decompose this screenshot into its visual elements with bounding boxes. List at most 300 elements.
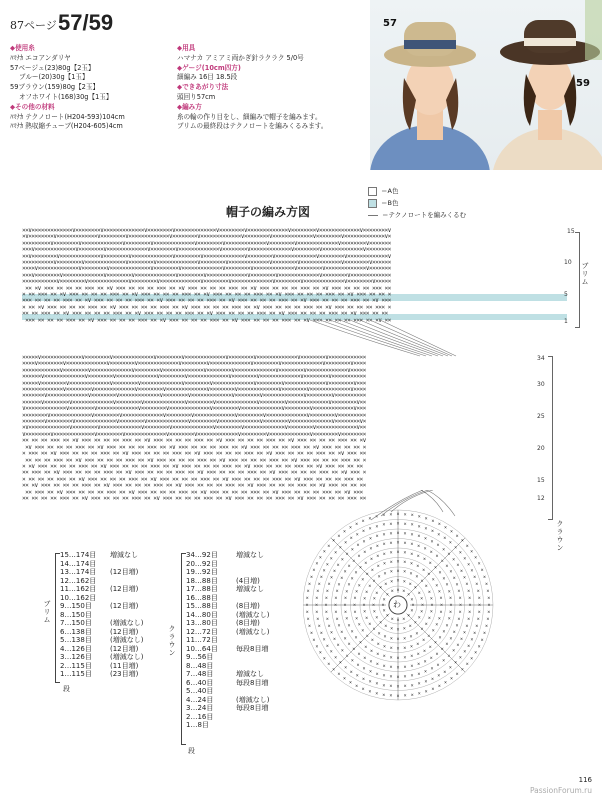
- tools-block: [177, 44, 367, 132]
- svg-text:×: ×: [337, 671, 341, 678]
- svg-text:×: ×: [437, 589, 441, 596]
- svg-text:×: ×: [315, 643, 319, 650]
- svg-text:×: ×: [423, 658, 427, 665]
- howto-line-1: 糸の輪の作り目をし、細編みで帽子を編みます。: [177, 112, 322, 121]
- svg-text:×: ×: [403, 664, 407, 671]
- svg-text:×: ×: [383, 571, 387, 578]
- svg-text:×: ×: [417, 590, 421, 597]
- svg-text:×: ×: [368, 621, 372, 628]
- svg-text:×: ×: [385, 591, 389, 598]
- svg-text:×: ×: [384, 623, 388, 630]
- svg-text:×: ×: [365, 615, 369, 622]
- svg-text:×: ×: [416, 651, 420, 658]
- svg-text:×: ×: [431, 628, 435, 635]
- svg-text:×: ×: [349, 535, 353, 542]
- svg-text:×: ×: [445, 563, 449, 570]
- tools-title: ◆用具: [177, 44, 196, 52]
- svg-text:×: ×: [333, 636, 337, 643]
- svg-text:×: ×: [417, 543, 421, 550]
- svg-text:×: ×: [364, 560, 368, 567]
- svg-text:×: ×: [335, 616, 339, 623]
- svg-text:×: ×: [324, 595, 328, 602]
- svg-text:×: ×: [361, 686, 365, 693]
- svg-text:×: ×: [410, 522, 414, 529]
- svg-text:×: ×: [375, 671, 379, 678]
- page-reference: 87ページ: [10, 19, 57, 32]
- svg-text:×: ×: [431, 576, 435, 583]
- crown-circle-diagram: [303, 490, 543, 730]
- svg-text:×: ×: [384, 581, 388, 588]
- svg-text:×: ×: [428, 644, 432, 651]
- svg-text:×: ×: [458, 595, 462, 602]
- svg-text:×: ×: [403, 569, 407, 576]
- svg-text:×: ×: [416, 641, 420, 648]
- yarn-57: 57ベージュ(23)80g【2玉】: [10, 63, 95, 72]
- svg-text:×: ×: [442, 658, 446, 665]
- svg-text:×: ×: [467, 616, 471, 623]
- svg-text:×: ×: [372, 626, 376, 633]
- pattern-number: 57/59: [58, 10, 114, 35]
- svg-text:×: ×: [421, 602, 425, 609]
- svg-text:×: ×: [334, 602, 338, 609]
- svg-text:×: ×: [452, 556, 456, 563]
- svg-text:×: ×: [463, 574, 467, 581]
- svg-text:×: ×: [442, 629, 446, 635]
- svg-text:×: ×: [467, 588, 471, 595]
- svg-text:×: ×: [396, 684, 400, 690]
- svg-text:×: ×: [376, 641, 380, 648]
- svg-text:×: ×: [478, 602, 482, 609]
- svg-text:×: ×: [445, 582, 449, 589]
- svg-text:×: ×: [449, 602, 453, 609]
- svg-text:×: ×: [350, 546, 354, 553]
- svg-text:×: ×: [436, 662, 440, 669]
- svg-text:×: ×: [437, 615, 441, 622]
- svg-text:×: ×: [389, 655, 393, 662]
- svg-text:×: ×: [396, 627, 400, 633]
- svg-text:×: ×: [335, 588, 339, 595]
- svg-text:×: ×: [470, 568, 474, 575]
- svg-text:×: ×: [417, 661, 421, 668]
- svg-text:×: ×: [474, 554, 478, 561]
- svg-text:×: ×: [452, 648, 456, 655]
- svg-text:×: ×: [334, 550, 338, 557]
- brim-side-label: ブリム: [581, 262, 589, 286]
- svg-text:×: ×: [465, 661, 469, 668]
- svg-text:×: ×: [363, 609, 367, 616]
- crown-row-12: 12: [537, 495, 545, 502]
- svg-text:×: ×: [427, 633, 431, 640]
- size-value: 頭回り57cm: [177, 92, 216, 101]
- brim-row-5: 5: [564, 291, 568, 298]
- svg-text:×: ×: [458, 654, 462, 661]
- svg-text:×: ×: [389, 635, 393, 642]
- svg-text:×: ×: [402, 616, 406, 623]
- svg-text:×: ×: [439, 595, 443, 602]
- svg-text:×: ×: [382, 692, 386, 699]
- svg-text:×: ×: [454, 660, 458, 667]
- svg-text:×: ×: [460, 666, 464, 673]
- svg-text:×: ×: [409, 633, 413, 640]
- svg-text:×: ×: [383, 633, 387, 640]
- svg-text:×: ×: [437, 673, 441, 680]
- svg-text:×: ×: [420, 596, 424, 603]
- svg-text:×: ×: [465, 543, 469, 550]
- svg-text:×: ×: [318, 554, 322, 561]
- svg-text:×: ×: [370, 567, 374, 574]
- svg-text:×: ×: [437, 521, 441, 528]
- svg-text:×: ×: [349, 669, 353, 676]
- svg-text:×: ×: [456, 642, 460, 649]
- brim-row-10: 10: [564, 259, 572, 266]
- svg-text:×: ×: [396, 511, 400, 518]
- svg-text:×: ×: [424, 669, 428, 676]
- svg-text:×: ×: [455, 623, 459, 630]
- svg-text:×: ×: [390, 626, 394, 633]
- svg-text:×: ×: [348, 680, 352, 687]
- svg-text:×: ×: [430, 528, 434, 535]
- svg-text:×: ×: [362, 602, 366, 609]
- svg-text:×: ×: [361, 518, 365, 525]
- svg-text:×: ×: [440, 646, 444, 653]
- svg-text:×: ×: [308, 581, 312, 588]
- svg-text:×: ×: [452, 629, 456, 636]
- svg-text:×: ×: [477, 609, 481, 616]
- svg-text:×: ×: [383, 643, 387, 650]
- svg-text:×: ×: [417, 514, 421, 521]
- svg-text:×: ×: [463, 630, 467, 637]
- legend-c-label: ＝テクノロートを編みくるむ: [382, 211, 467, 219]
- svg-text:×: ×: [382, 596, 386, 603]
- svg-text:×: ×: [430, 539, 434, 546]
- svg-text:×: ×: [437, 683, 441, 690]
- svg-text:×: ×: [440, 602, 444, 609]
- svg-text:×: ×: [379, 619, 383, 626]
- svg-text:×: ×: [343, 676, 347, 683]
- svg-text:×: ×: [383, 561, 387, 568]
- svg-text:×: ×: [468, 602, 472, 609]
- svg-text:×: ×: [354, 634, 358, 641]
- svg-text:×: ×: [403, 645, 407, 652]
- brim-side-bracket: [575, 232, 580, 328]
- svg-text:×: ×: [361, 576, 365, 583]
- svg-text:×: ×: [427, 571, 431, 578]
- brim-stitch-table: 15…174目 14…174目 13…174目 12…162目 11…162目 10…162目 9…150目 8…150目 7…150目 6…138目 5…138目 4…126目 3…126目 2…115目 1…115目: [60, 551, 97, 678]
- svg-text:×: ×: [389, 530, 393, 537]
- svg-text:×: ×: [340, 648, 344, 655]
- svg-text:×: ×: [305, 595, 309, 602]
- svg-text:×: ×: [403, 674, 407, 681]
- svg-text:×: ×: [410, 653, 414, 660]
- svg-text:×: ×: [361, 628, 365, 635]
- svg-text:×: ×: [480, 637, 484, 644]
- brim-stitch-grid: ××∨×××××××××××××∨××××××××∨×××××××××××××∨××××××××∨×××××××××××××∨××××××××∨×××××××××××××∨××××××××∨×××××××××××××∨××××××××∨ ×∨××××××××∨×××××××××××××∨××××××××∨×××××××××××××∨××××××××∨×××××××××××××∨××××××××∨×××××××××××××∨××××××××∨×××××××××××××∨× ×××××××××∨××××××××∨×××××××××××××∨××××××××∨×××××××××××××∨××××××××∨×××××××××××××∨××××××××∨×××××××××××××∨××××××××∨××××××× ×××∨×××××××××××××∨××××××××∨×××××××××××××∨××××××××∨×××××××××××××∨××××××××∨×××××××××××××∨××××××××∨×××××××××××××∨×××××××× ××∨××××××××∨×××××××××××××∨××××××××∨×××××××××××××∨××××××××∨×××××××××××××∨××××××××∨×××××××××××××∨××××××××∨×××××××××××××∨ ××××××××××∨××××××××∨×××××××××××××∨××××××××∨×××××××××××××∨××××××××∨×××××××××××××∨××××××××∨×××××××××××××∨××××××××∨×××××× ××××∨×××××××××××××∨××××××××∨×××××××××××××∨××××××××∨×××××××××××××∨××××××××∨×××××××××××××∨××××××××∨×××××××××××××∨××××××× ×××∨××××××××∨×××××××××××××∨××××××××∨×××××××××××××∨××××××××∨×××××××××××××∨××××××××∨×××××××××××××∨××××××××∨××××××××××××× ×××××××××××∨××××××××∨×××××××××××××∨××××××××∨×××××××××××××∨××××××××∨×××××××××××××∨××××××××∨×××××××××××××∨××××××××∨××××× ×× ×∨ ××× ×× ×× ×× ××× ×× ×∨ ××× ×× ×× ×× ××× ×× ×∨ ××× ×× ×× ×× ××× ×× ×∨ ××× ×× ×× ×× ××× ×× ×∨ ××× ×× ×× ×× ××× ×× × ×× ××× ×× ×∨ ××× ×× ×× ×× ××× ×× ×∨ ××× ×× ×× ×× ××× ×× ×∨ ××× ×× ×× ×× ××× ×× ×∨ ××× ×× ×× ×× ××× ×× ×∨ ××× ×× ×× × ××× ×× ×× ×× ××× ×× ×∨ ××× ×× ×× ×× ××× ×× ×∨ ××× ×× ×× ×× ××× ×× ×∨ ××× ×× ×× ×× ××× ×× ×∨ ××× ×× ×× ×× ××× ×× ×∨ ××× × ×× ×∨ ××× ×× ×× ×× ××× ×× ×∨ ××× ×× ×× ×× ××× ×× ×∨ ××× ×× ×× ×× ××× ×× ×∨ ××× ×× ×× ×× ××× ×× ×∨ ××× ×× ×× ×× ××× × ×× ×× ××× ×× ×∨ ××× ×× ×× ×× ××× ×× ×∨ ××× ×× ×× ×× ××× ×× ×∨ ××× ×× ×× ×× ××× ×× ×∨ ××× ×× ×× ×× ××× ×× ×∨ ××× ×× ×× ××× ×× ×× ×× ××× ×× ×∨ ××× ×× ×× ×× ××× ×× ×∨ ××× ×× ×× ×× ××× ×× ×∨ ××× ×× ×× ×× ××× ×× ×∨ ××× ×× ×× ×× ××× ×× ×∨ ××: [22, 228, 391, 324]
- svg-text:×: ×: [327, 543, 331, 550]
- svg-text:×: ×: [424, 621, 428, 628]
- svg-text:×: ×: [417, 681, 421, 688]
- svg-text:×: ×: [365, 633, 369, 640]
- svg-text:×: ×: [476, 616, 480, 623]
- svg-text:×: ×: [375, 681, 379, 688]
- svg-text:×: ×: [389, 664, 393, 671]
- svg-text:×: ×: [468, 609, 472, 616]
- svg-text:×: ×: [389, 549, 393, 556]
- svg-text:×: ×: [459, 602, 463, 609]
- svg-text:×: ×: [423, 556, 427, 563]
- svg-text:×: ×: [415, 574, 419, 581]
- svg-text:×: ×: [350, 629, 354, 635]
- svg-text:×: ×: [324, 602, 328, 609]
- svg-text:×: ×: [465, 623, 469, 630]
- svg-text:×: ×: [403, 521, 407, 528]
- svg-text:×: ×: [477, 595, 481, 602]
- brim-stitch-notes: 増減なし (12目増) (12目増) (12目増) (増減なし) (12目増) (増減なし) (12目増) (増減なし) (11目増) (23目増): [110, 551, 144, 678]
- svg-text:×: ×: [340, 556, 344, 563]
- svg-text:×: ×: [396, 587, 400, 594]
- svg-text:×: ×: [315, 595, 319, 602]
- svg-text:×: ×: [417, 614, 421, 621]
- svg-text:×: ×: [445, 622, 449, 629]
- other-material-1: ﾊﾏﾅｶ テクノロート(H204-593)104cm: [10, 112, 125, 121]
- svg-text:×: ×: [424, 535, 428, 542]
- svg-text:×: ×: [318, 650, 322, 657]
- photo-label-59: 59: [576, 78, 590, 89]
- yarn-57-b: ブルー(20)30g【1玉】: [19, 73, 89, 82]
- svg-text:×: ×: [375, 590, 379, 597]
- svg-text:×: ×: [334, 654, 338, 661]
- svg-text:×: ×: [396, 636, 400, 643]
- svg-text:×: ×: [382, 682, 386, 689]
- svg-text:×: ×: [357, 553, 361, 560]
- svg-text:×: ×: [442, 576, 446, 582]
- svg-text:×: ×: [375, 523, 379, 530]
- svg-text:×: ×: [449, 569, 453, 576]
- svg-text:×: ×: [359, 565, 363, 572]
- svg-text:×: ×: [427, 589, 431, 596]
- svg-text:×: ×: [429, 549, 433, 556]
- svg-text:×: ×: [429, 609, 433, 616]
- svg-text:×: ×: [438, 634, 442, 641]
- svg-text:×: ×: [357, 651, 361, 658]
- svg-text:×: ×: [413, 619, 417, 626]
- svg-text:×: ×: [410, 531, 414, 538]
- svg-text:×: ×: [487, 602, 491, 609]
- photo-label-57: 57: [383, 18, 397, 29]
- svg-text:×: ×: [396, 540, 400, 546]
- svg-text:×: ×: [410, 673, 414, 680]
- svg-text:×: ×: [407, 591, 411, 598]
- svg-text:×: ×: [420, 578, 424, 585]
- svg-text:×: ×: [420, 608, 424, 615]
- svg-text:×: ×: [368, 583, 372, 590]
- svg-text:×: ×: [382, 551, 386, 558]
- hat-model-illustration: [370, 0, 602, 170]
- svg-text:×: ×: [429, 595, 433, 602]
- svg-text:×: ×: [356, 542, 360, 549]
- svg-text:×: ×: [327, 581, 331, 588]
- svg-text:×: ×: [467, 643, 471, 650]
- svg-text:×: ×: [409, 571, 413, 578]
- svg-text:×: ×: [389, 674, 393, 681]
- svg-text:×: ×: [372, 578, 376, 585]
- svg-text:×: ×: [403, 655, 407, 662]
- svg-text:×: ×: [433, 639, 437, 646]
- svg-text:×: ×: [403, 559, 407, 566]
- svg-text:×: ×: [423, 648, 427, 655]
- svg-text:×: ×: [396, 521, 400, 527]
- svg-text:×: ×: [352, 558, 356, 565]
- svg-text:×: ×: [370, 648, 374, 655]
- svg-text:×: ×: [403, 635, 407, 642]
- svg-text:×: ×: [345, 616, 349, 623]
- svg-text:×: ×: [410, 608, 414, 615]
- svg-text:×: ×: [382, 663, 386, 670]
- diagram-title: 帽子の編み方図: [226, 205, 311, 219]
- svg-text:×: ×: [353, 609, 357, 616]
- svg-text:×: ×: [389, 521, 393, 528]
- svg-text:×: ×: [430, 602, 434, 609]
- svg-text:×: ×: [449, 635, 453, 642]
- svg-text:×: ×: [355, 589, 359, 596]
- svg-text:×: ×: [368, 535, 372, 542]
- svg-text:×: ×: [324, 609, 328, 616]
- crown-row-25: 25: [537, 413, 545, 420]
- svg-text:×: ×: [376, 563, 380, 570]
- svg-text:×: ×: [429, 655, 433, 662]
- svg-text:×: ×: [410, 551, 414, 558]
- svg-text:×: ×: [315, 561, 319, 568]
- page-number: 116: [578, 776, 592, 784]
- svg-text:×: ×: [396, 665, 400, 671]
- svg-text:×: ×: [456, 562, 460, 569]
- svg-text:×: ×: [457, 616, 461, 623]
- svg-text:×: ×: [382, 531, 386, 538]
- svg-text:×: ×: [424, 689, 428, 696]
- svg-text:×: ×: [381, 602, 385, 609]
- svg-text:×: ×: [355, 531, 359, 538]
- watermark: PassionForum.ru: [529, 786, 592, 795]
- svg-text:×: ×: [359, 639, 363, 646]
- svg-text:×: ×: [337, 581, 341, 588]
- svg-text:×: ×: [402, 626, 406, 633]
- svg-text:×: ×: [368, 679, 372, 686]
- svg-text:×: ×: [355, 521, 359, 528]
- svg-text:×: ×: [375, 514, 379, 521]
- materials-title: ◆使用糸: [10, 44, 35, 52]
- svg-text:×: ×: [420, 626, 424, 633]
- svg-text:×: ×: [369, 546, 373, 553]
- svg-text:×: ×: [332, 538, 336, 545]
- svg-text:×: ×: [362, 539, 366, 546]
- model-photo: [370, 0, 602, 170]
- svg-text:×: ×: [376, 651, 380, 658]
- connector-lines: [300, 318, 460, 358]
- svg-text:×: ×: [382, 512, 386, 519]
- svg-text:×: ×: [435, 582, 439, 589]
- svg-text:×: ×: [438, 570, 442, 577]
- svg-text:×: ×: [417, 671, 421, 678]
- svg-text:×: ×: [362, 676, 366, 683]
- svg-text:×: ×: [389, 645, 393, 652]
- svg-text:×: ×: [447, 551, 451, 558]
- svg-text:×: ×: [487, 595, 491, 602]
- svg-text:×: ×: [428, 560, 432, 567]
- svg-text:×: ×: [457, 588, 461, 595]
- svg-text:×: ×: [424, 583, 428, 590]
- svg-text:×: ×: [336, 562, 340, 569]
- crown-row-30: 30: [537, 381, 545, 388]
- svg-text:×: ×: [325, 588, 329, 595]
- svg-text:×: ×: [427, 615, 431, 622]
- howto-line-2: ブリムの最終段はテクノロートを編みくるみます。: [177, 122, 328, 131]
- svg-text:×: ×: [340, 575, 344, 582]
- svg-text:×: ×: [355, 615, 359, 622]
- legend: [368, 185, 466, 221]
- svg-text:×: ×: [444, 680, 448, 687]
- svg-text:×: ×: [340, 629, 344, 636]
- svg-text:×: ×: [431, 518, 435, 525]
- svg-text:×: ×: [447, 653, 451, 660]
- svg-text:×: ×: [344, 540, 348, 547]
- svg-text:×: ×: [354, 570, 358, 577]
- svg-text:×: ×: [347, 563, 351, 570]
- svg-text:×: ×: [309, 630, 313, 637]
- svg-text:×: ×: [411, 602, 415, 609]
- svg-text:×: ×: [357, 582, 361, 589]
- svg-text:×: ×: [476, 588, 480, 595]
- svg-text:×: ×: [319, 630, 323, 637]
- svg-text:×: ×: [408, 581, 412, 588]
- svg-text:×: ×: [347, 622, 351, 629]
- svg-text:×: ×: [375, 543, 379, 550]
- svg-text:×: ×: [417, 533, 421, 540]
- brim-table-bracket: [55, 553, 60, 683]
- svg-text:×: ×: [345, 588, 349, 595]
- svg-text:×: ×: [403, 511, 407, 518]
- svg-text:×: ×: [315, 602, 319, 609]
- other-materials-title: ◆その他の材料: [10, 102, 55, 111]
- svg-text:×: ×: [403, 540, 407, 547]
- svg-text:×: ×: [470, 549, 474, 556]
- svg-text:×: ×: [459, 636, 464, 643]
- svg-text:×: ×: [430, 665, 434, 672]
- crown-row-15: 15: [537, 477, 545, 484]
- svg-text:×: ×: [364, 644, 368, 651]
- svg-text:×: ×: [473, 574, 477, 581]
- svg-text:×: ×: [329, 574, 333, 581]
- svg-text:×: ×: [317, 581, 321, 588]
- svg-text:×: ×: [447, 588, 451, 595]
- svg-text:×: ×: [459, 568, 464, 575]
- svg-text:×: ×: [329, 630, 333, 637]
- svg-text:×: ×: [436, 542, 440, 549]
- svg-text:×: ×: [375, 661, 379, 668]
- crown-table-bracket: [181, 553, 186, 745]
- svg-text:×: ×: [316, 588, 320, 595]
- svg-text:×: ×: [334, 609, 338, 616]
- svg-text:×: ×: [396, 646, 400, 652]
- svg-text:×: ×: [417, 690, 421, 697]
- svg-text:×: ×: [410, 596, 414, 603]
- svg-text:×: ×: [410, 692, 414, 699]
- svg-text:×: ×: [333, 568, 337, 575]
- svg-text:×: ×: [465, 581, 469, 588]
- svg-text:×: ×: [337, 533, 341, 540]
- svg-text:×: ×: [377, 630, 381, 637]
- svg-text:×: ×: [396, 655, 400, 662]
- svg-text:×: ×: [443, 669, 447, 676]
- svg-text:×: ×: [368, 689, 372, 696]
